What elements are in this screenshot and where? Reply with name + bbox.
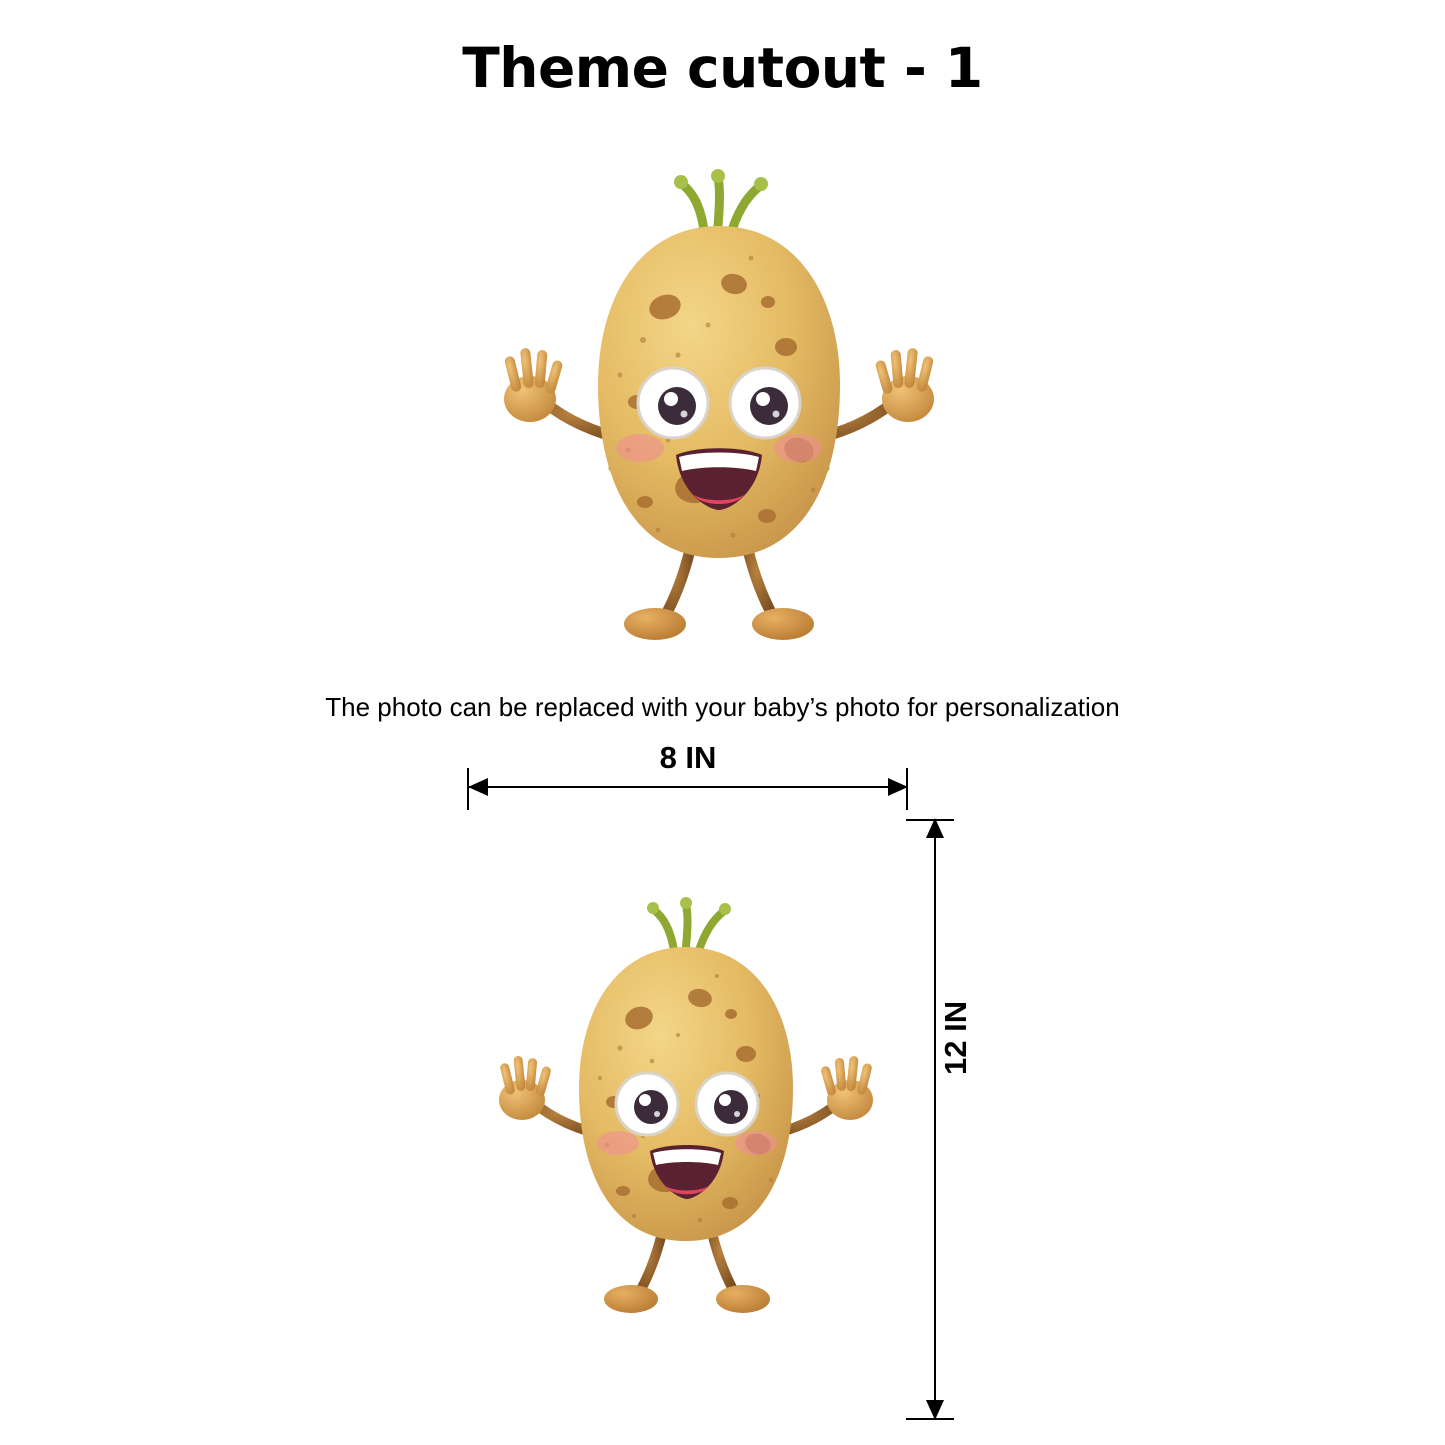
eye-left (616, 1073, 678, 1135)
personalization-caption: The photo can be replaced with your baby’s photo for personalization (325, 692, 1120, 722)
height-dimension-line (934, 820, 936, 1420)
width-dimension-line (468, 786, 908, 788)
sprout-icon (654, 905, 724, 950)
foot-right (716, 1285, 770, 1313)
height-dimension-label: 12 IN (938, 1000, 973, 1075)
page-title: Theme cutout - 1 (462, 36, 983, 100)
foot-right (752, 608, 814, 640)
bottom-potato-illustration (468, 880, 908, 1340)
arrow-left-icon (468, 778, 488, 796)
cheek-right (735, 1131, 777, 1155)
arrow-down-icon (926, 1400, 944, 1420)
cheek-right (774, 434, 822, 462)
arrow-right-icon (888, 778, 908, 796)
cheek-left (597, 1131, 639, 1155)
cheek-left (616, 434, 664, 462)
legs (664, 550, 774, 618)
eye-right (730, 368, 800, 438)
eye-right (696, 1073, 758, 1135)
foot-left (624, 608, 686, 640)
top-potato-illustration (468, 150, 978, 670)
eye-left (638, 368, 708, 438)
foot-left (604, 1285, 658, 1313)
width-dimension-label: 8 IN (659, 740, 717, 775)
sprout-icon (682, 178, 760, 230)
arrow-up-icon (926, 818, 944, 838)
legs (639, 1233, 735, 1293)
